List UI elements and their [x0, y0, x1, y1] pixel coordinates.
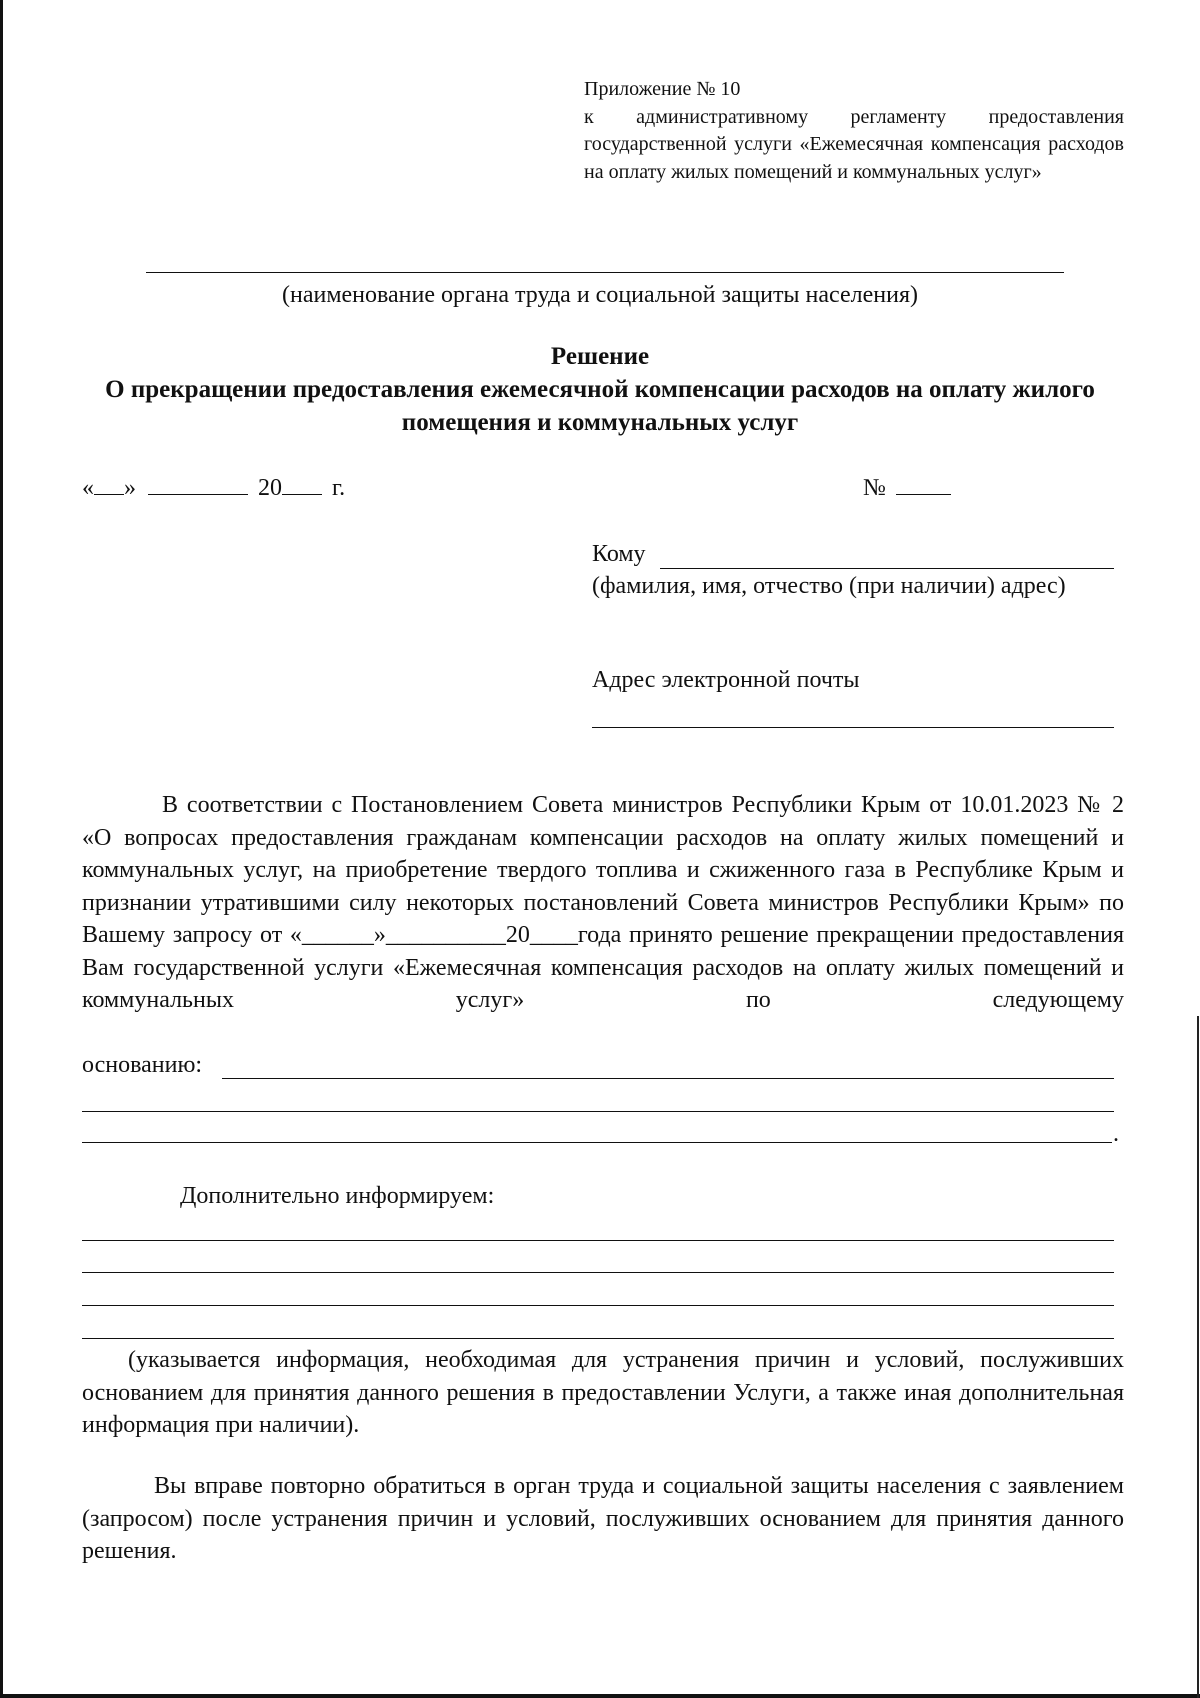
scan-right-border — [1197, 1016, 1199, 1698]
additional-note — [82, 1344, 1124, 1442]
recipient-to-caption: (фамилия, имя, отчество (при наличии) адрес) — [592, 573, 1066, 599]
recipient-email-label: Адрес электронной почты — [592, 667, 860, 693]
number-row — [863, 472, 951, 503]
year-prefix: 20 — [258, 475, 282, 501]
year-suffix: г. — [332, 475, 346, 501]
recipient-to-row — [592, 538, 1114, 570]
basis-line-1[interactable] — [222, 1078, 1114, 1079]
month-field[interactable] — [148, 472, 248, 495]
final-text: Вы вправе повторно обратиться в орган труда и социальной защиты населения с заявлением (запросом) после устранения причин и условий, послуживших основанием для принятия данного решения. — [82, 1473, 1124, 1564]
decision-title-block — [60, 340, 1140, 439]
body-text: В соответствии с Постановлением Совета министров Республики Крым от 10.01.2023 № 2 «О вопросах предоставления гражданам компенсации расходов на оплату жилых помещений и коммунальных услуг, на приобретение твердого топлива и сжиженного газа в Республике Крым и признании утратившими силу некоторых постановлений Совета министров Республики Крым» по Вашему запросу от «______»__________20____года принято решение прекращении предоставления Вам государственной услуги «Ежемесячная компенсация расходов на оплату жилых помещений и коммунальных услуг» по следующему — [82, 792, 1124, 1013]
appendix-header — [584, 76, 1124, 186]
appendix-text: к административному регламенту предоставления государственной услуги «Ежемесячная компенсация расходов на оплату жилых помещений и коммунальных услуг» — [584, 105, 1124, 183]
additional-label: Дополнительно информируем: — [180, 1183, 495, 1209]
recipient-to-label: Кому — [592, 541, 646, 567]
additional-line-3[interactable] — [82, 1305, 1114, 1306]
recipient-to-line[interactable] — [660, 568, 1114, 569]
basis-line-2[interactable] — [82, 1111, 1114, 1112]
body-paragraph — [82, 789, 1124, 1017]
additional-line-1[interactable] — [82, 1240, 1114, 1241]
scan-bottom-border — [0, 1694, 1200, 1698]
recipient-email-line[interactable] — [592, 727, 1114, 728]
basis-line-3[interactable] — [82, 1142, 1112, 1143]
additional-line-4[interactable] — [82, 1338, 1114, 1339]
additional-line-2[interactable] — [82, 1272, 1114, 1273]
additional-note-text: (указывается информация, необходимая для устранения причин и условий, послуживших основанием для принятия данного решения в предоставлении Услуги, а также иная дополнительная информация при наличии). — [82, 1347, 1124, 1438]
number-field[interactable] — [896, 472, 951, 495]
basis-label: основанию: — [82, 1052, 203, 1078]
number-label: № — [863, 475, 886, 501]
organ-name-line — [146, 272, 1064, 273]
basis-period: . — [1113, 1121, 1119, 1147]
year-field[interactable] — [282, 472, 322, 495]
date-row — [82, 472, 345, 503]
scan-left-border — [0, 0, 3, 1698]
organ-name-caption: (наименование органа труда и социальной защиты населения) — [282, 282, 918, 308]
final-paragraph — [82, 1470, 1124, 1568]
day-field[interactable] — [94, 472, 124, 495]
decision-title: Решение — [550, 343, 650, 370]
decision-subtitle: О прекращении предоставления ежемесячной компенсации расходов на оплату жилого помещения и коммунальных услуг — [105, 376, 1095, 436]
appendix-number: Приложение № 10 — [584, 78, 741, 100]
date-close-quote: » — [124, 475, 136, 501]
date-open-quote: « — [82, 475, 94, 501]
